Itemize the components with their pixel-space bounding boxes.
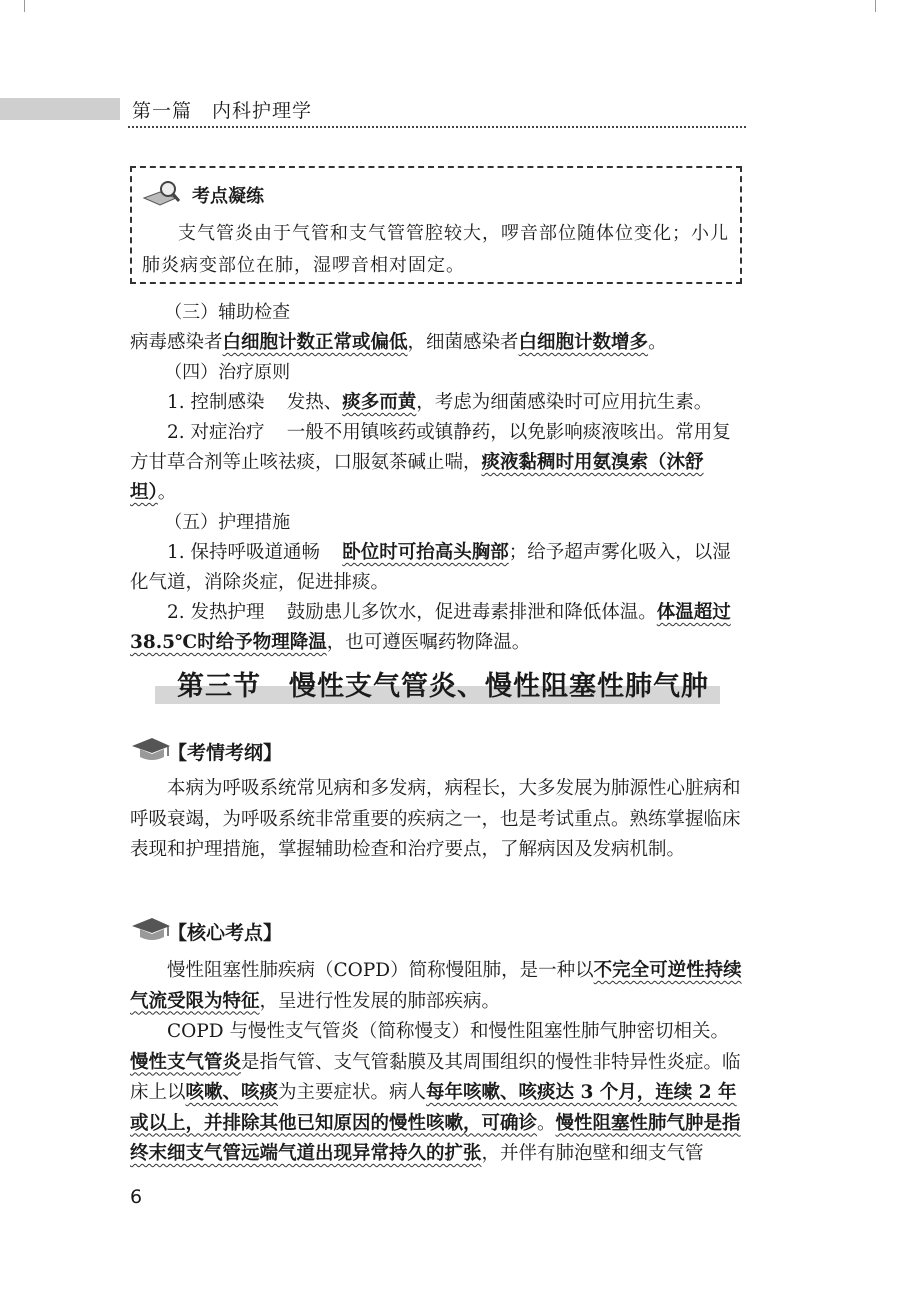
section-title: 第三节 慢性支气管炎、慢性阻塞性肺气肿: [177, 671, 709, 702]
graduation-cap-icon: [130, 734, 172, 764]
running-header: 第一篇 内科护理学: [132, 100, 313, 122]
core-points-block: [130, 956, 746, 1170]
header-bar: [0, 98, 120, 120]
section-title-block: [155, 662, 720, 708]
graduation-cap-icon: [130, 914, 172, 944]
heading-nursing: （五）护理措施: [164, 512, 291, 533]
page-number: 6: [130, 1186, 143, 1208]
header-rule: [128, 126, 746, 128]
paragraph-core-1: 慢性阻塞性肺疾病（COPD）简称慢阻肺，是一种以不完全可逆性持续气流受限为特征，呈进行性发展的肺部疾病。: [130, 960, 742, 1012]
key-points-text: 支气管炎由于气管和支气管管腔较大，啰音部位随体位变化；小儿肺炎病变部位在肺，湿啰音相对固定。: [142, 223, 729, 276]
key-points-box: [130, 166, 742, 284]
heading-treatment: （四）治疗原则: [164, 362, 291, 383]
crop-mark-right: [875, 0, 888, 12]
section-body: [130, 298, 746, 658]
paragraph-treatment-2: 2. 对症治疗 一般不用镇咳药或镇静药，以免影响痰液咳出。常用复方甘草合剂等止咳祛痰，口服氨茶碱止喘，痰液黏稠时用氨溴索（沐舒坦）。: [130, 422, 731, 503]
paragraph-nursing-1: 1. 保持呼吸道通畅 卧位时可抬高头胸部；给予超声雾化吸入，以湿化气道，消除炎症，促进排痰。: [130, 542, 731, 593]
paragraph-treatment-1: 1. 控制感染 发热、痰多而黄，考虑为细菌感染时可应用抗生素。: [167, 392, 713, 413]
subheading-exam-outline: 【考情考纲】: [168, 742, 283, 764]
paragraph-nursing-2: 2. 发热护理 鼓励患儿多饮水，促进毒素排泄和降低体温。体温超过38.5℃时给予物理降温，也可遵医嘱药物降温。: [130, 602, 731, 653]
paragraph-core-2: COPD 与慢性支气管炎（简称慢支）和慢性阻塞性肺气肿密切相关。慢性支气管炎是指气管、支气管黏膜及其周围组织的慢性非特异性炎症。临床上以咳嗽、咳痰为主要症状。病人每年咳嗽、咳痰达 3 个月，连续 2 年或以上，并排除其他已知原因的慢性咳嗽，可确诊。慢性阻塞性肺气肿是指终末细支气管远端气道出现异常持久的扩张，并伴有肺泡壁和细支气管: [130, 1021, 741, 1164]
magnifier-book-icon: [142, 178, 182, 208]
subheading-core-points: 【核心考点】: [168, 922, 283, 944]
paragraph-aux-exam: 病毒感染者白细胞计数正常或偏低，细菌感染者白细胞计数增多。: [130, 332, 667, 353]
crop-mark-left: [12, 0, 25, 12]
key-points-title: 考点凝练: [192, 186, 264, 207]
heading-aux-exam: （三）辅助检查: [164, 302, 291, 323]
exam-outline-block: [130, 774, 746, 866]
paragraph-exam-outline: 本病为呼吸系统常见病和多发病，病程长，大多发展为肺源性心脏病和呼吸衰竭，为呼吸系统非常重要的疾病之一，也是考试重点。熟练掌握临床表现和护理措施，掌握辅助检查和治疗要点，了解病因及发病机制。: [130, 778, 741, 860]
